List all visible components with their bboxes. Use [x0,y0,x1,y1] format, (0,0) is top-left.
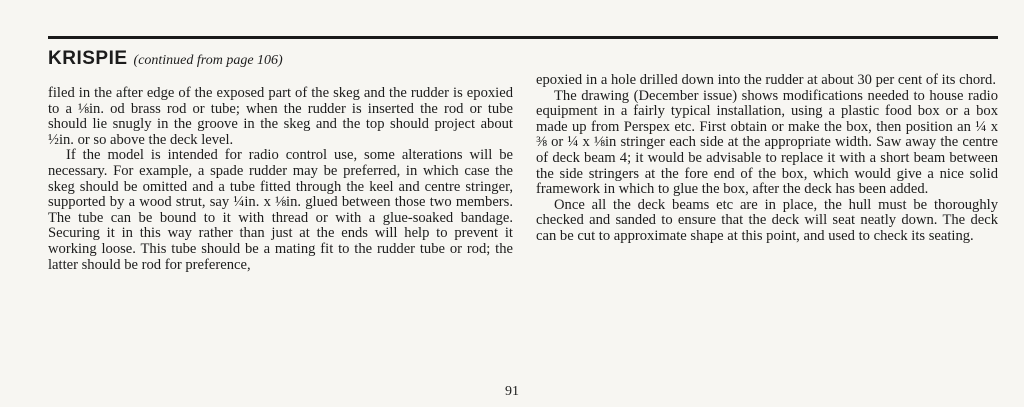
page-number: 91 [505,384,519,399]
paragraph: The drawing (December issue) shows modifications needed to house radio equipment in a fairly typical installation, using a plastic food box or a box made up from Perspex etc. First obtain or make the box, then position an ¼ x ⅜ or ¼ x ⅛in stringer each side at the appropriate width. Saw away the centre of deck beam 4; it would be advisable to replace it with a short beam between the side stringers at the fore end of the box, which would give a nice solid framework in which to glue the box, after the deck has been added. [536,87,998,198]
article-heading [48,48,283,70]
paragraph: epoxied in a hole drilled down into the rudder at about 30 per cent of its chord. [536,72,996,88]
left-column [48,86,513,273]
article-title: KRISPIE [48,48,128,69]
paragraph: Once all the deck beams etc are in place, the hull must be thoroughly checked and sanded to ensure that the deck will seat neatly down. The deck can be cut to approximate shape at this point, and used to check its seating. [536,196,998,244]
header-rule [48,36,998,39]
paragraph: filed in the after edge of the exposed part of the skeg and the rudder is epoxied to a ⅛in. od brass rod or tube; when the rudder is inserted the rod or tube should lie snugly in the groove in the skeg and the top should project about ½in. or so above the deck level. [48,85,513,148]
paragraph: If the model is intended for radio control use, some alterations will be necessary. For example, a spade rudder may be preferred, in which case the skeg should be omitted and a tube fitted through the keel and centre stringer, supported by a wood strut, say ¼in. x ⅛in. glued between those two members. The tube can be bound to it with thread or with a glue-soaked bandage. Securing it in this way rather than just at the ends will help to prevent it working loose. This tube should be a mating fit to the rudder tube or rod; the latter should be rod for preference, [48,147,513,273]
article-subtitle: (continued from page 106) [133,53,283,68]
right-column [536,73,998,245]
